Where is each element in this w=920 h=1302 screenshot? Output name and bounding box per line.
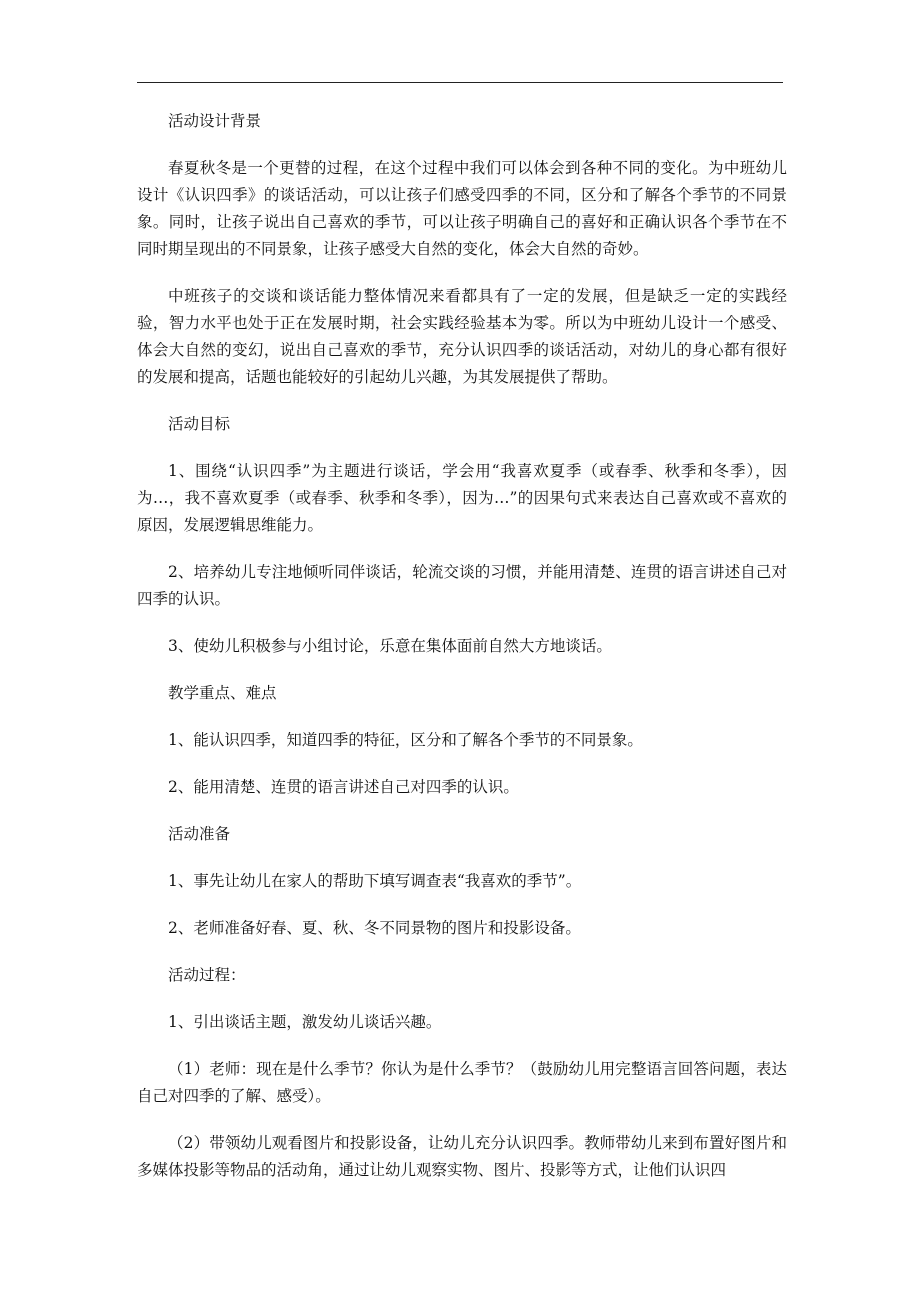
paragraph: 1、事先让幼儿在家人的帮助下填写调查表“我喜欢的季节”。	[168, 872, 582, 890]
document-body	[137, 108, 787, 1204]
paragraph: 1、围绕“认识四季”为主题进行谈话，学会用“我喜欢夏季（或春季、秋季和冬季），因为…，我不喜欢夏季（或春季、秋季和冬季），因为…”的因果句式来表达自己喜欢或不喜欢的原因，发展逻辑思维能力。	[137, 462, 787, 534]
section-heading: 活动过程：	[168, 966, 246, 984]
paragraph: 2、培养幼儿专注地倾听同伴谈话，轮流交谈的习惯，并能用清楚、连贯的语言讲述自己对四季的认识。	[137, 563, 787, 608]
section-heading: 活动目标	[168, 415, 231, 433]
header-rule	[137, 82, 783, 83]
section-heading: 活动准备	[168, 825, 231, 843]
paragraph: 春夏秋冬是一个更替的过程，在这个过程中我们可以体会到各种不同的变化。为中班幼儿设计《认识四季》的谈话活动，可以让孩子们感受四季的不同，区分和了解各个季节的不同景象。同时，让孩子说出自己喜欢的季节，可以让孩子明确自己的喜好和正确认识各个季节在不同时期呈现出的不同景象，让孩子感受大自然的变化，体会大自然的奇妙。	[137, 159, 787, 258]
section-heading: 活动设计背景	[168, 112, 262, 130]
section-heading: 教学重点、难点	[168, 684, 277, 702]
paragraph: 1、能认识四季，知道四季的特征，区分和了解各个季节的不同景象。	[168, 731, 643, 749]
paragraph: （1）老师：现在是什么季节？你认为是什么季节？（鼓励幼儿用完整语言回答问题，表达自己对四季的了解、感受）。	[137, 1060, 787, 1105]
paragraph: 3、使幼儿积极参与小组讨论，乐意在集体面前自然大方地谈话。	[168, 637, 612, 655]
paragraph: （2）带领幼儿观看图片和投影设备，让幼儿充分认识四季。教师带幼儿来到布置好图片和多媒体投影等物品的活动角，通过让幼儿观察实物、图片、投影等方式，让他们认识四	[137, 1134, 787, 1179]
paragraph: 2、老师准备好春、夏、秋、冬不同景物的图片和投影设备。	[168, 919, 581, 937]
paragraph: 中班孩子的交谈和谈话能力整体情况来看都具有了一定的发展，但是缺乏一定的实践经验，智力水平也处于正在发展时期，社会实践经验基本为零。所以为中班幼儿设计一个感受、体会大自然的变幻，说出自己喜欢的季节，充分认识四季的谈话活动，对幼儿的身心都有很好的发展和提高，话题也能较好的引起幼儿兴趣，为其发展提供了帮助。	[137, 287, 787, 386]
paragraph: 1、引出谈话主题，激发幼儿谈话兴趣。	[168, 1013, 442, 1031]
paragraph: 2、能用清楚、连贯的语言讲述自己对四季的认识。	[168, 778, 519, 796]
